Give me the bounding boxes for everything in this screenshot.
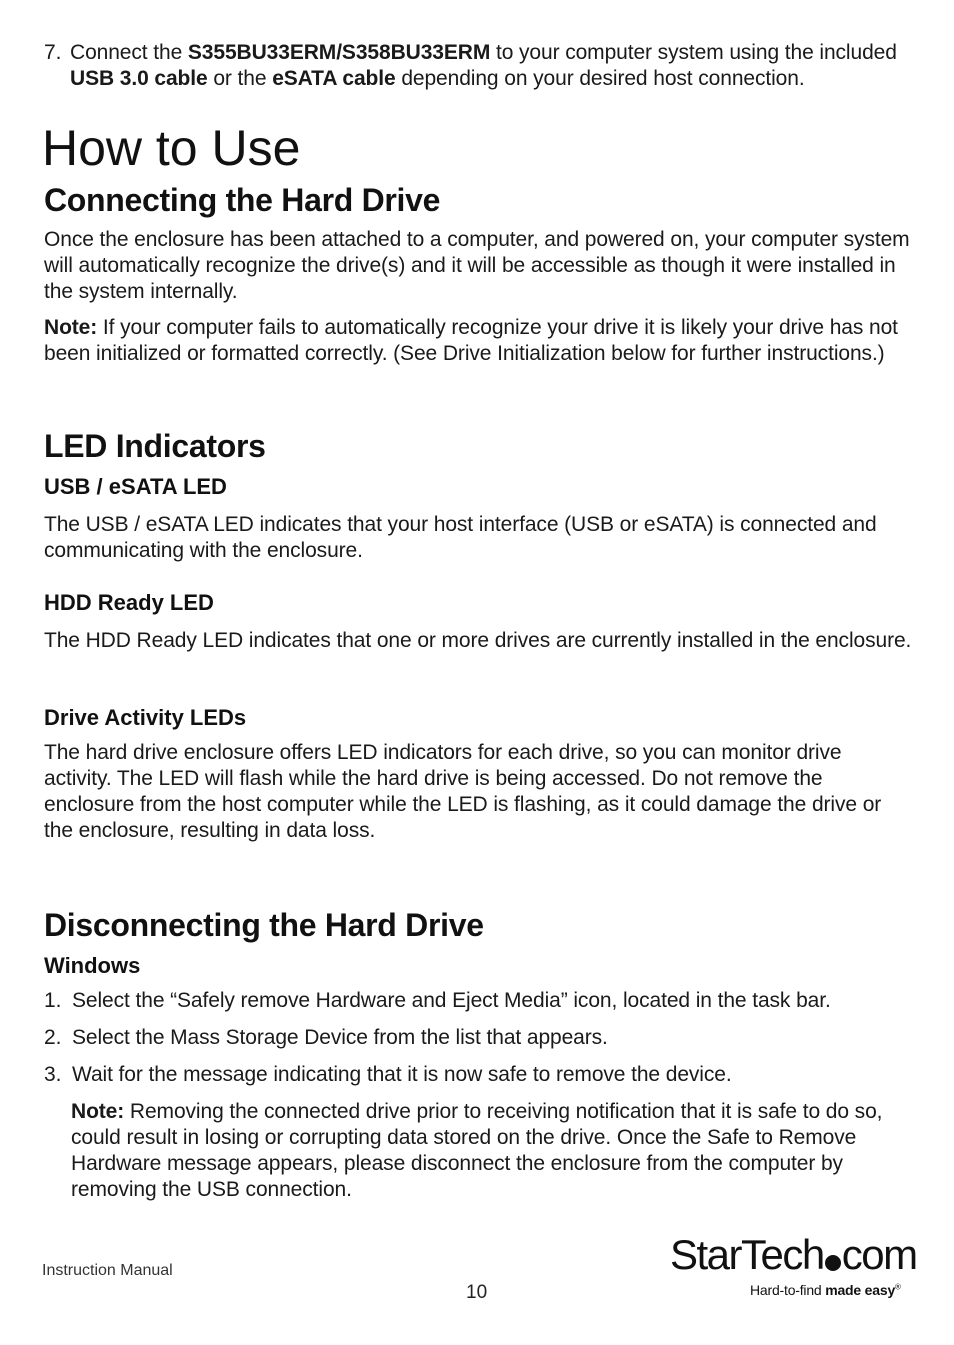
heading-connecting: Connecting the Hard Drive (44, 182, 441, 218)
list-item (44, 988, 924, 1014)
hdd-ready-led-text: The HDD Ready LED indicates that one or more drives are currently installed in the enclosure. (44, 629, 912, 652)
disconnect-steps (44, 988, 924, 1099)
note-text: Removing the connected drive prior to receiving notification that it is safe to do so, could result in losing or corrupting data stored on the drive. Once the Safe to Remove Hardware message appears, please disconnect the enclosure from the computer by removing the USB connection. (71, 1100, 883, 1201)
logo-text-right: com (841, 1231, 917, 1278)
step-text-part: to your computer system using the included (490, 41, 897, 64)
page-number: 10 (466, 1282, 488, 1303)
disconnect-note (71, 1099, 911, 1203)
heading-usb-esata-led: USB / eSATA LED (44, 474, 227, 499)
logo-tagline (750, 1282, 901, 1298)
model-number: S355BU33ERM/S358BU33ERM (187, 41, 491, 64)
connecting-paragraph: Once the enclosure has been attached to a computer, and powered on, your computer system will automatically recognize the drive(s) and it will be accessible as though it were installed in the system internally. (44, 228, 910, 303)
step-text (70, 40, 924, 92)
note-label: Note: (44, 316, 98, 339)
heading-led-indicators: LED Indicators (44, 428, 266, 464)
esata-cable-label: eSATA cable (272, 67, 396, 90)
tagline-part: Hard-to-find (750, 1282, 826, 1298)
step-text-part: Connect the (70, 41, 188, 64)
step-number: 2. (44, 1026, 62, 1049)
heading-drive-activity-leds: Drive Activity LEDs (44, 705, 247, 730)
startech-logo (670, 1230, 915, 1305)
logo-dot-icon (825, 1255, 841, 1271)
registered-mark: ® (895, 1282, 901, 1292)
step-text: Select the Mass Storage Device from the list that appears. (72, 1026, 608, 1049)
heading-disconnecting: Disconnecting the Hard Drive (44, 907, 484, 943)
logo-wordmark (670, 1230, 917, 1280)
note-text: If your computer fails to automatically recognize your drive it is likely your drive has not been initialized or formatted correctly. (See Drive Initialization below for further instructions.) (44, 316, 898, 365)
usb-esata-led-text: The USB / eSATA LED indicates that your host interface (USB or eSATA) is connected and communicating with the enclosure. (44, 513, 877, 562)
step-number: 1. (44, 989, 62, 1012)
note-label: Note: (71, 1100, 125, 1123)
step-text-part: or the (207, 67, 273, 90)
usb-cable-label: USB 3.0 cable (70, 67, 208, 90)
heading-hdd-ready-led: HDD Ready LED (44, 590, 214, 615)
list-item (44, 1062, 924, 1088)
logo-text-left: StarTech (670, 1231, 824, 1278)
connecting-note (44, 315, 914, 367)
step-text-part: depending on your desired host connection. (395, 67, 805, 90)
drive-activity-text: The hard drive enclosure offers LED indicators for each drive, so you can monitor drive activity. The LED will flash while the hard drive is being accessed. Do not remove the enclosure from the host computer while the LED is flashing, as it could damage the drive or the enclosure, resulting in data loss. (44, 741, 882, 842)
page-title: How to Use (42, 120, 301, 176)
step-text: Wait for the message indicating that it is now safe to remove the device. (72, 1063, 732, 1086)
footer-label: Instruction Manual (42, 1262, 173, 1279)
step-7 (44, 40, 924, 92)
step-text: Select the “Safely remove Hardware and Eject Media” icon, located in the task bar. (72, 989, 831, 1012)
step-number: 7. (44, 41, 62, 64)
tagline-bold: made easy (825, 1282, 896, 1298)
heading-windows: Windows (44, 953, 141, 978)
list-item (44, 1025, 924, 1051)
step-number: 3. (44, 1063, 62, 1086)
